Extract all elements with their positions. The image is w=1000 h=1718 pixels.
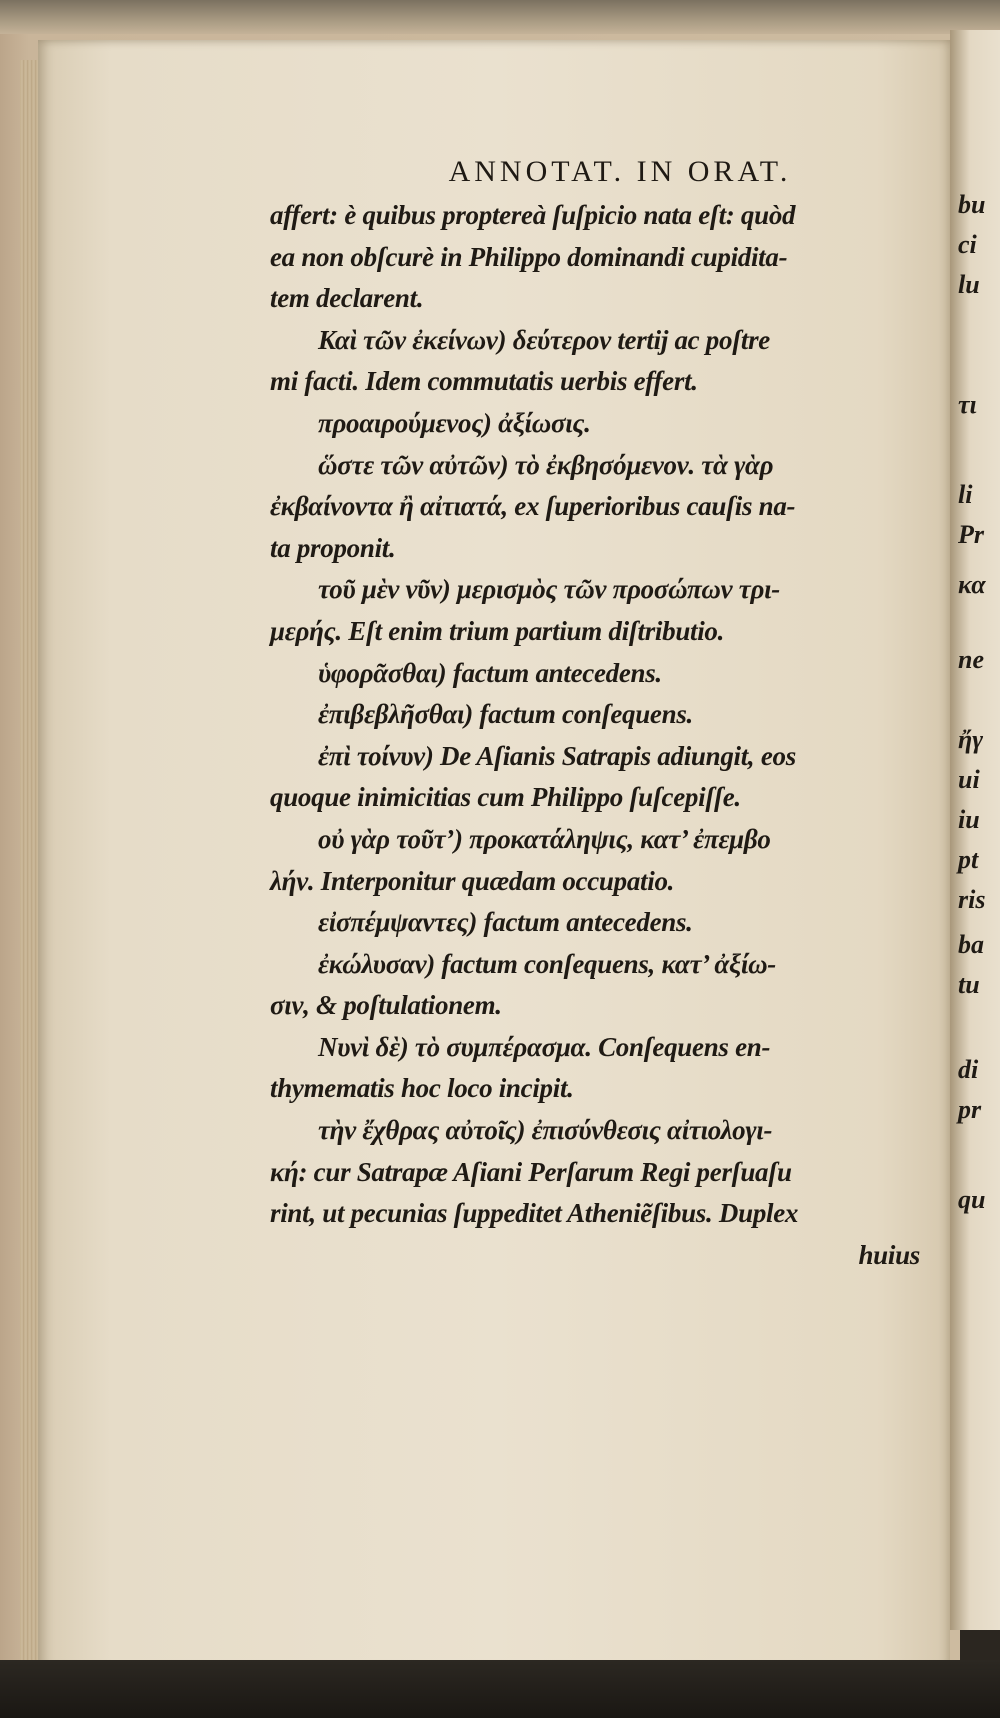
catchword: huius (858, 1239, 920, 1270)
text-line: μερής. Eſt enim trium partium diſtributio. (270, 615, 725, 646)
text-line: ὑφορᾶσθαι) factum antecedens. (318, 657, 662, 688)
text-line: τὴν ἔχθρας αὐτοῖς) ἐπισύνθεσις αἰτιολογι- (318, 1115, 773, 1146)
book-top-edge (0, 0, 1000, 34)
facing-page-fragment: tu (958, 970, 980, 999)
text-line: ὥστε τῶν αὐτῶν) τὸ ἐκβησόμενον. τὰ γὰρ (318, 449, 774, 480)
text-line: ta proponit. (270, 532, 396, 563)
facing-page-edge (950, 30, 1000, 1630)
facing-page-fragment: ἤγ (958, 725, 984, 754)
text-line: κή: cur Satrapæ Aſiani Perſarum Regi perſuaſu (270, 1156, 792, 1187)
text-line: ἐπιβεβλῆσθαι) factum conſequens. (318, 699, 693, 730)
facing-page-fragment: pr (958, 1095, 982, 1124)
text-line: rint, ut pecunias ſuppeditet Atheniẽſibus. Duplex (270, 1198, 799, 1229)
facing-page-fragment: ui (958, 765, 980, 794)
text-line: Νυνὶ δὲ) τὸ συμπέρασμα. Conſequens en- (318, 1031, 771, 1062)
text-line: οὐ γὰρ τοῦτ’) προκατάληψις, κατ’ ἐπεμβο (318, 823, 771, 854)
text-line: ἐπὶ τοίνυν) De Aſianis Satrapis adiungit, eos (318, 740, 796, 771)
facing-page-fragment: ba (958, 930, 984, 959)
text-line: προαιρούμενος) ἀξίωσις. (318, 407, 591, 438)
text-line: thymematis hoc loco incipit. (270, 1073, 574, 1104)
facing-page-fragment: ris (958, 885, 986, 914)
facing-page-fragment: ne (958, 645, 984, 674)
text-line: εἰσπέμψαντες) factum antecedens. (318, 907, 693, 938)
facing-page-fragment: lu (958, 270, 980, 299)
text-line: tem declarent. (270, 283, 424, 314)
facing-page-fragment: Pr (958, 520, 984, 549)
page-text-block (270, 155, 930, 1276)
text-line: ea non obſcurè in Philippo dominandi cupidita- (270, 241, 788, 272)
text-line: mi facti. Idem commutatis uerbis effert. (270, 366, 698, 397)
text-line: τοῦ μὲν νῦν) μερισμὸς τῶν προσώπων τρι- (318, 574, 780, 605)
background-surface (0, 1660, 1000, 1718)
text-line: quoque inimicitias cum Philippo ſuſcepiſſe. (270, 782, 741, 813)
text-line: ἐκώλυσαν) factum conſequens, κατ’ ἀξίω- (318, 948, 776, 979)
facing-page-fragment: li (958, 480, 973, 509)
facing-page-fragment: pt (958, 845, 979, 874)
text-line: ἐκβαίνοντα ἢ αἰτιατά, ex ſuperioribus cauſis na- (270, 491, 796, 522)
text-line: affert: è quibus proptereà ſuſpicio nata eſt: quòd (270, 200, 796, 230)
facing-page-fragment: qu (958, 1185, 986, 1214)
running-head: ANNOTAT. IN ORAT. (448, 155, 792, 188)
facing-page-fragment: κα (958, 570, 986, 599)
facing-page-fragment: di (958, 1055, 979, 1084)
text-line: Καὶ τῶν ἐκείνων) δεύτερον tertij ac poſtre (318, 324, 770, 355)
facing-page-fragment: bu (958, 190, 986, 219)
text-line: λήν. Interponitur quædam occupatio. (270, 865, 675, 896)
facing-page-fragment: τι (958, 390, 977, 419)
text-line: σιν, & poſtulationem. (270, 990, 502, 1021)
facing-page-fragment: iu (958, 805, 980, 834)
facing-page-fragment: ci (958, 230, 977, 259)
